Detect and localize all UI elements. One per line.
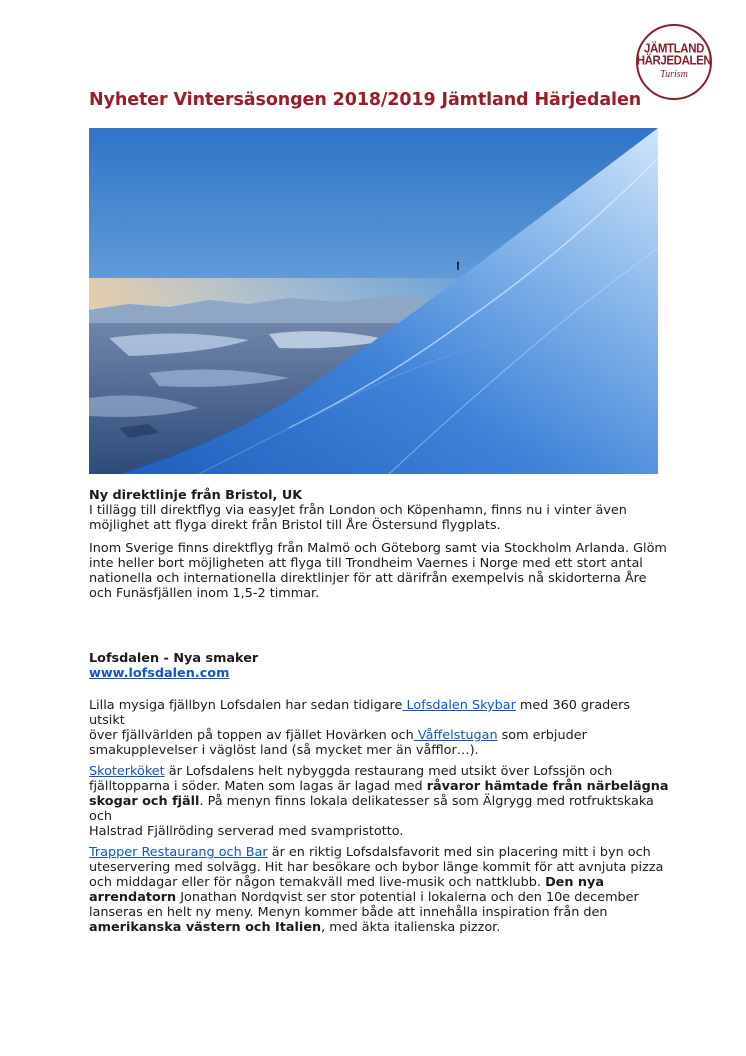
text-span: Jonathan Nordqvist ser stor potential i lokalerna och den 10e december: [176, 890, 639, 905]
paragraph-line: Halstrad Fjällröding serverad med svampristotto.: [89, 824, 404, 839]
paragraph-skybar: [89, 698, 669, 758]
section-heading: Ny direktlinje från Bristol, UK: [89, 488, 303, 503]
page-title: Nyheter Vintersäsongen 2018/2019 Jämtland Härjedalen: [89, 90, 642, 110]
paragraph-line: nationella och internationella direktlinjer för att därifrån exempelvis nå skidorterna Åre: [89, 571, 647, 586]
text-span: med 360 graders utsikt: [89, 698, 631, 728]
bold-text: skogar och fjäll: [89, 794, 200, 809]
bold-text: råvaror hämtade från närbelägna: [426, 779, 669, 794]
logo-line-1: JÄMTLAND: [643, 41, 705, 56]
skybar-link[interactable]: Lofsdalen Skybar: [402, 698, 516, 713]
paragraph-line: möjlighet att flyga direkt från Bristol till Åre Östersund flygplats.: [89, 518, 501, 533]
bold-text: Den nya: [545, 875, 605, 890]
bold-text: amerikanska västern och Italien: [89, 920, 322, 935]
paragraph-trapper: [89, 845, 669, 935]
text-span: är en riktig Lofsdalsfavorit med sin placering mitt i byn och: [267, 845, 651, 860]
text-span: och middagar eller för någon temakväll med live-musik och nattklubb.: [89, 875, 546, 890]
skoterkoket-link[interactable]: Skoterköket: [89, 764, 165, 779]
lofsdalen-website-link[interactable]: www.lofsdalen.com: [89, 666, 230, 681]
paragraph-line: lanseras en helt ny meny. Menyn kommer både att innehålla inspiration från den: [89, 905, 608, 920]
section-heading: Lofsdalen - Nya smaker: [89, 651, 259, 666]
paragraph-skoterkoket: [89, 764, 669, 839]
paragraph-line: uteservering med solvägg. Hit har besökare och bybor länge kommit för att avnjuta pizza: [89, 860, 664, 875]
text-span: . På menyn finns lokala delikatesser så som Älgrygg med rotfruktskaka och: [89, 794, 654, 824]
section-bristol-domestic: [89, 541, 669, 601]
text-span: , med äkta italienska pizzor.: [321, 920, 501, 935]
brand-logo: [636, 24, 712, 100]
section-lofsdalen-header: [89, 651, 669, 681]
text-span: är Lofsdalens helt nybyggda restaurang med utsikt över Lofssjön och: [164, 764, 613, 779]
text-span: som erbjuder: [497, 728, 587, 743]
vaffelstugan-link[interactable]: Våffelstugan: [413, 728, 498, 743]
paragraph-line: I tillägg till direktflyg via easyJet från London och Köpenhamn, finns nu i vinter även: [89, 503, 627, 518]
text-span: Lilla mysiga fjällbyn Lofsdalen har sedan tidigare: [89, 698, 403, 713]
paragraph-line: smakupplevelser i väglöst land (så mycket mer än våfflor…).: [89, 743, 479, 758]
hero-photo-skier-on-snowy-slope: [89, 128, 658, 474]
text-span: fjälltopparna i söder. Maten som lagas är lagad med: [89, 779, 427, 794]
paragraph-line: Inom Sverige finns direktflyg från Malmö och Göteborg samt via Stockholm Arlanda. Glöm: [89, 541, 667, 556]
logo-line-2: HÄRJEDALEN: [636, 53, 712, 68]
paragraph-line: och Funäsfjällen inom 1,5-2 timmar.: [89, 586, 320, 601]
bold-text: arrendatorn: [89, 890, 177, 905]
text-span: över fjällvärlden på toppen av fjället Hovärken och: [89, 728, 414, 743]
logo-line-3: Turism: [660, 69, 688, 80]
trapper-link[interactable]: Trapper Restaurang och Bar: [89, 845, 268, 860]
section-bristol: [89, 488, 669, 533]
paragraph-line: inte heller bort möjligheten att flyga till Trondheim Vaernes i Norge med ett stort antal: [89, 556, 643, 571]
